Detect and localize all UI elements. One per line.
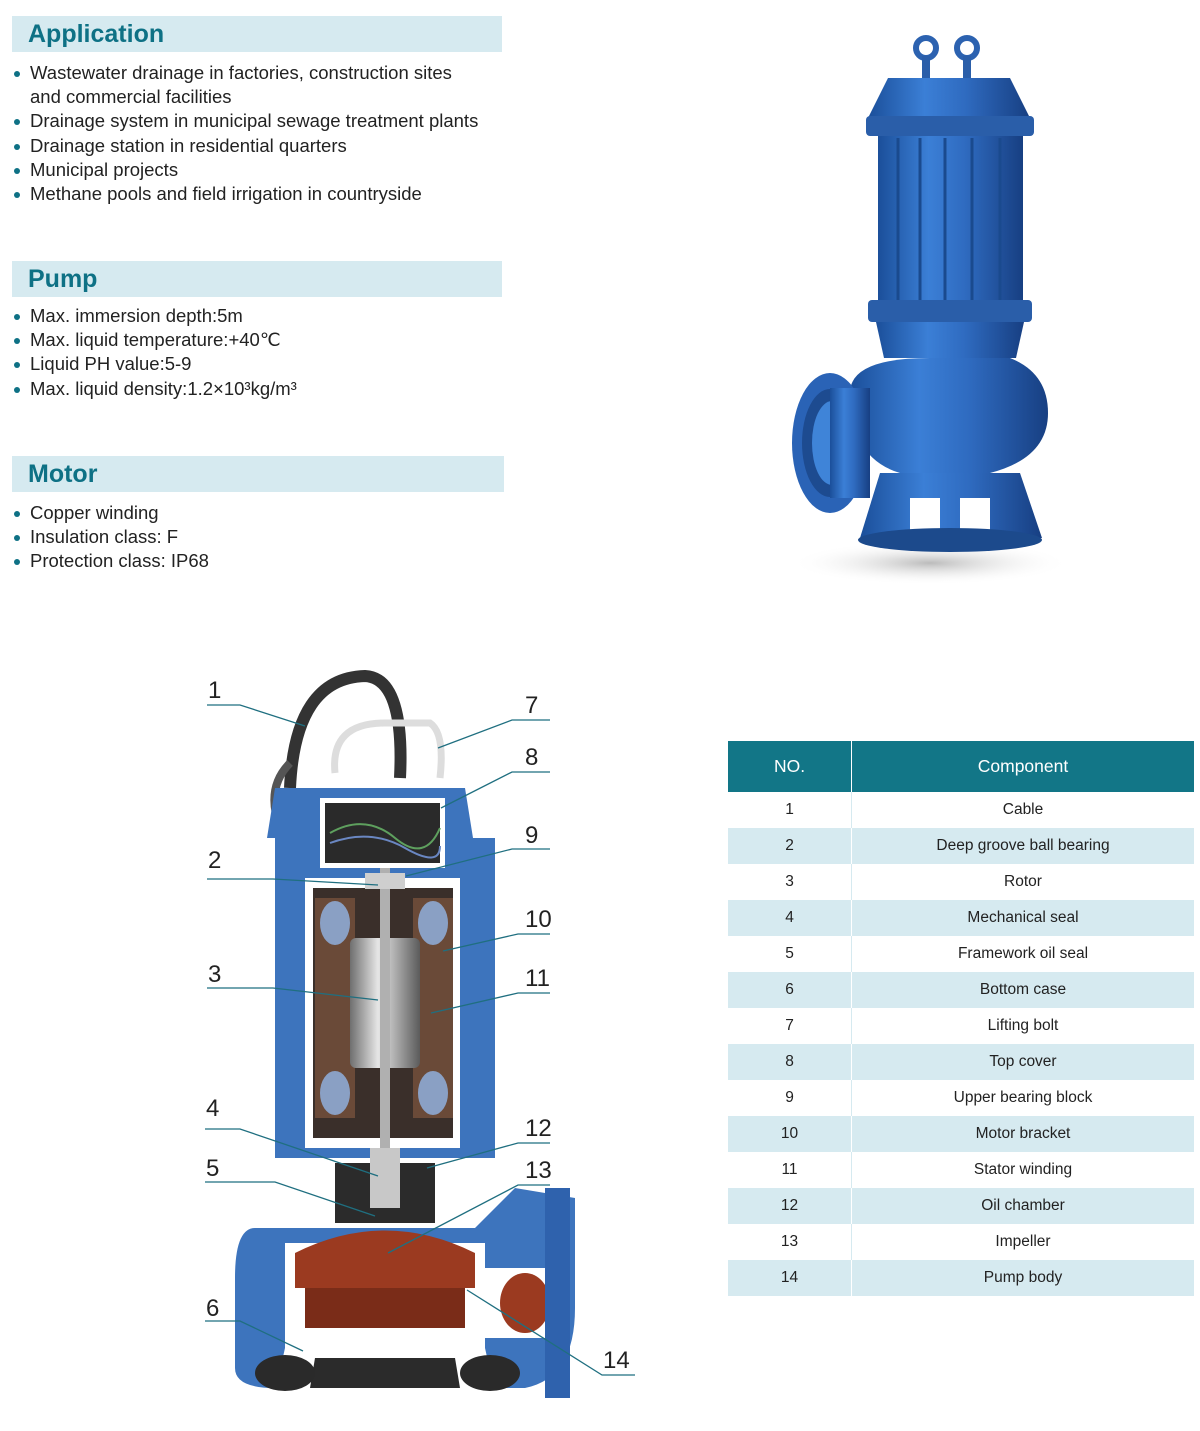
cell-no: 2 [728, 828, 852, 864]
list-item: Drainage station in residential quarters [12, 134, 478, 158]
cell-component: Bottom case [852, 972, 1195, 1008]
cutaway-diagram [195, 668, 645, 1408]
callout-8: 8 [525, 744, 539, 771]
cell-no: 8 [728, 1044, 852, 1080]
callout-12: 12 [525, 1115, 552, 1142]
cell-no: 13 [728, 1224, 852, 1260]
table-row [728, 1116, 1194, 1152]
column-header-component: Component [852, 741, 1195, 792]
table-row [728, 1008, 1194, 1044]
table-row [728, 972, 1194, 1008]
list-item: Wastewater drainage in factories, construction sites [12, 61, 478, 85]
cell-no: 9 [728, 1080, 852, 1116]
cell-component: Rotor [1004, 873, 1042, 890]
list-item: Max. liquid density:1.2×10³kg/m³ [12, 377, 297, 401]
cell-component: Lifting bolt [987, 1017, 1059, 1034]
list-item: Max. liquid temperature:+40℃ [12, 328, 297, 352]
table-row [728, 936, 1194, 972]
callout-11: 11 [525, 965, 550, 992]
section-title-application: Application [12, 16, 502, 52]
component-table [728, 741, 1194, 1296]
callout-6: 6 [206, 1295, 220, 1322]
cell-no: 11 [728, 1152, 852, 1188]
list-item: Insulation class: F [12, 525, 209, 549]
table-row [728, 1080, 1194, 1116]
table-row [728, 1152, 1194, 1188]
cell-no: 4 [728, 900, 852, 936]
cell-no: 7 [728, 1008, 852, 1044]
callout-1: 1 [208, 677, 222, 704]
list-item: and commercial facilities [30, 86, 232, 108]
callout-9: 9 [525, 822, 539, 849]
pump-product-image [780, 28, 1070, 588]
table-header-row [728, 741, 1194, 792]
cell-component: Oil chamber [852, 1188, 1195, 1224]
cell-no: 12 [728, 1188, 852, 1224]
column-header-no: NO. [728, 741, 852, 792]
section-title-motor: Motor [12, 456, 504, 492]
cell-component: Mechanical seal [852, 900, 1195, 936]
list-item: Protection class: IP68 [12, 549, 209, 573]
list-item: Max. immersion depth:5m [12, 304, 297, 328]
section-title-pump: Pump [12, 261, 502, 297]
list-item: Drainage system in municipal sewage treatment plants [12, 109, 478, 133]
callout-4: 4 [206, 1095, 220, 1122]
cell-no: 1 [728, 792, 852, 828]
list-item: Liquid PH value:5-9 [12, 352, 297, 376]
table-row [728, 864, 1194, 900]
table-row [728, 900, 1194, 936]
table-row [728, 1260, 1194, 1296]
cell-no: 3 [728, 864, 852, 900]
table-row [728, 1224, 1194, 1260]
motor-spec-list [12, 501, 209, 574]
application-list [12, 61, 478, 206]
cell-no: 14 [728, 1260, 852, 1296]
callout-13: 13 [525, 1157, 552, 1184]
cell-no: 5 [728, 936, 852, 972]
pump-spec-list [12, 304, 297, 401]
callout-10: 10 [525, 906, 552, 933]
table-row [728, 1188, 1194, 1224]
callout-3: 3 [208, 961, 222, 988]
callout-2: 2 [208, 847, 222, 874]
cell-component: Upper bearing block [953, 1089, 1093, 1106]
cell-component: Motor bracket [852, 1116, 1195, 1152]
list-item: Municipal projects [12, 158, 478, 182]
cell-component: Deep groove ball bearing [852, 828, 1195, 864]
cell-component: Cable [1002, 801, 1044, 818]
table-row [728, 792, 1194, 828]
list-item: Copper winding [12, 501, 209, 525]
callout-5: 5 [206, 1155, 220, 1182]
leader-line [207, 705, 305, 726]
callout-7: 7 [525, 692, 539, 719]
cell-component: Impeller [995, 1233, 1051, 1250]
callout-14: 14 [603, 1347, 630, 1374]
cell-component: Framework oil seal [957, 945, 1089, 962]
cell-component: Top cover [852, 1044, 1195, 1080]
cell-component: Pump body [852, 1260, 1195, 1296]
cell-component: Stator winding [973, 1161, 1073, 1178]
table-row [728, 828, 1194, 864]
table-row [728, 1044, 1194, 1080]
cell-no: 6 [728, 972, 852, 1008]
list-item: Methane pools and field irrigation in countryside [12, 182, 478, 206]
cell-no: 10 [728, 1116, 852, 1152]
